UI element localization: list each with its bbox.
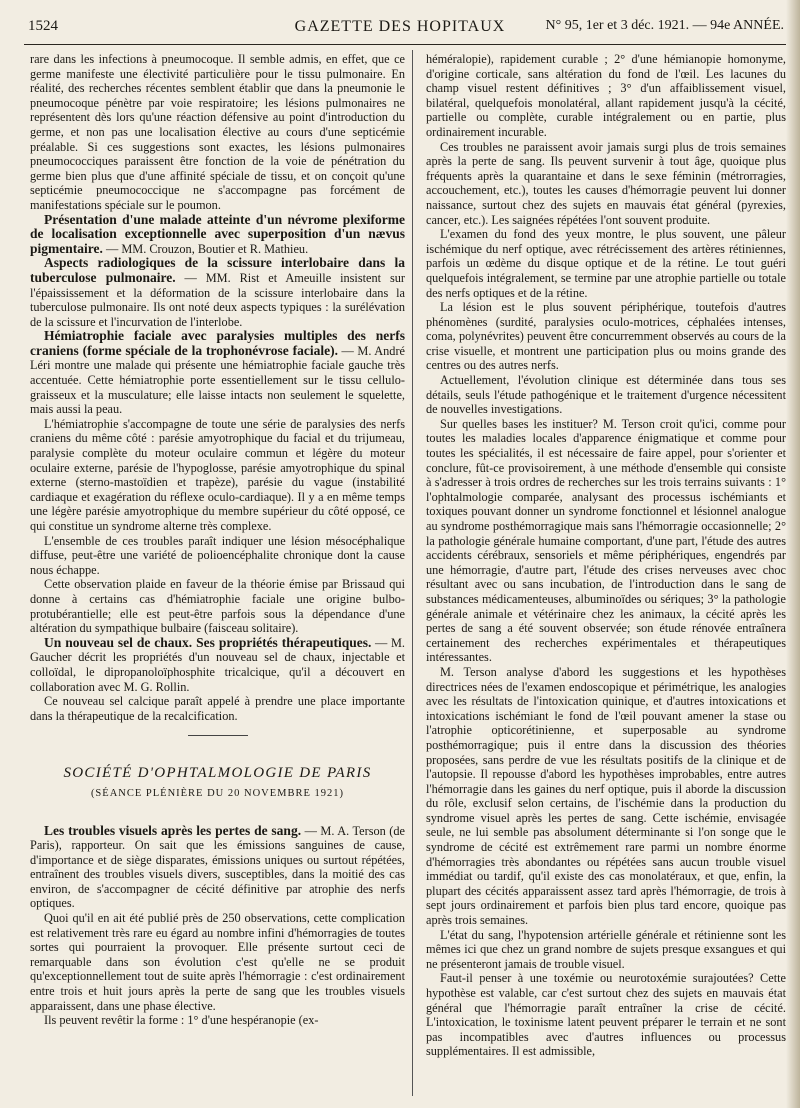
paragraph: L'état du sang, l'hypotension artérielle générale et rétinienne sont les mêmes ici que chez un grand nombre de sujets presque exsangues et qui ne présenteront jamais de trouble visuel. — [426, 927, 786, 971]
paragraph: Cette observation plaide en faveur de la théorie émise par Brissaud qui donne à certains cas d'hémiatrophie faciale une origine bulbo-protubérantielle; elle est peut-être parfois sous la dépendance d'une altération du sympathique bulbaire (faisceau solitaire). — [30, 577, 405, 636]
section-authors: — MM. Crouzon, Boutier et R. Mathieu. — [105, 241, 309, 256]
paragraph: L'hémiatrophie s'accompagne de toute une série de paralysies des nerfs craniens du même côté : parésie amyotrophique du facial et du trijumeau, paralysie complète du moteur oculaire commun et légère du moteur oculaire externe, parésie de l'hypoglosse, parésie amyotrophique du spinal externe (sterno-mastoïdien et trapèze), parésie du vague (instabilité cardiaque et exagération du réflexe oculo-cardiaque). Il y a en même temps une légère parésie amyotrophique du membre supérieur du côté opposé, ce qui constitue un syndrome alterne très complexe. — [30, 416, 405, 533]
paragraph: Sur quelles bases les instituer? M. Terson croit qu'ici, comme pour toutes les maladies locales d'apparence énigmatique et comme pour toutes les spécialités, il est nécessaire de faire appel, pour s'orienter et conclure, fût-ce provisoirement, à une méthode d'ensemble qui consiste à s'adresser à trois ordres de recherches sur les trois terrains suivants : 1° l'ophtalmologie comparée, analysant des processus ischémiants et toxiques pouvant donner un syndrome fonctionnel et lésionnel analogue au syndrome posthémorragique mais sans l'hémorragie occasionnelle; 2° la pathologie générale humaine comportant, d'une part, l'étude des autres accidents cérébraux, sensoriels et même périphériques, engendrés par une hémorragie, d'autre part, l'étude des crises nerveuses avec choc résultant avec ou sans incubation, de l'introduction dans le sang de substances médicamenteuses, albuminoïdes ou sériques; 3° la pathologie générale animale et vétérinaire chez les animaux, la cécité après les pertes de sang a été souvent observée; son étude rénovée entraînera certainement des recherches expérimentales et thérapeutiques intéressantes. — [426, 416, 786, 665]
paragraph: Ces troubles ne paraissent avoir jamais surgi plus de trois semaines après la perte de sang. Ils peuvent survenir à tout âge, quoique plus fréquents après la quarantaine et dans le sexe féminin (métrorragies, accouchement, etc.), toutes les causes d'hémorragie peuvent lui donner naissance, surtout chez des sujets en mauvais état général (pyrexies, cancer, etc.). Les saignées répétées l'ont souvent produite. — [426, 139, 786, 227]
section-title: Aspects radiologiques de la scissure interlobaire dans la tuberculose pulmonaire. — [30, 255, 405, 285]
left-column — [30, 52, 405, 1028]
section-radiology — [30, 256, 405, 329]
paragraph: Faut-il penser à une toxémie ou neurotoxémie surajoutées? Cette hypothèse est valable, car c'est surtout chez des sujets en mauvais état général que l'hémorragie paraît entraîner la crise de cécité. L'intoxication, le toxinisme latent peuvent préparer le terrain et ne sont pas incompatibles avec d'autres influences ou processus supplémentaires. Il est admissible, — [426, 971, 786, 1059]
column-divider — [412, 50, 413, 1096]
section-presentation — [30, 213, 405, 257]
paragraph: L'ensemble de ces troubles paraît indiquer une lésion mésocéphalique diffuse, peut-être une variété de polioencéphalite chronique dont la cause nous échappe. — [30, 533, 405, 577]
section-title: Un nouveau sel de chaux. Ses propriétés thérapeutiques. — [44, 634, 372, 650]
section-text: — M. André Léri montre une malade qui présente une hémiatrophie faciale gauche très accentuée. Cette hémiatrophie porte essentiellement sur le tissu cellulo-graisseux et la musculature; elle laisse intacts non seulement le squelette, mais aussi la peau. — [30, 343, 406, 417]
page-edge-shadow — [786, 0, 800, 1108]
section-title: Les troubles visuels après les pertes de sang. — [44, 822, 302, 838]
section-text: — MM. Rist et Ameuille insistent sur l'épaississement et la déformation de la scissure interlobaire dans la tuberculose pulmonaire. Ils ont noté deux aspects typiques : la surélévation de la scissure et l'incurvation de l'interlobe. — [30, 270, 405, 329]
paragraph: Quoi qu'il en ait été publié près de 250 observations, cette complication est relativement très rare eu égard au nombre infini d'hémorragies de toutes sortes qui pourraient la provoquer. Elle présente surtout ceci de remarquable dans son évolution c'est qu'elle ne se produit qu'exceptionnellement tout de suite après l'hémorragie : c'est ordinairement entre trois et huit jours après la perte de sang que les troubles visuels apparaissent, dans une phase élective. — [30, 911, 405, 1013]
issue-info: N° 95, 1er et 3 déc. 1921. — 94e ANNÉE. — [545, 18, 784, 33]
header-rule — [24, 44, 786, 45]
paragraph: Ce nouveau sel calcique paraît appelé à prendre une place importante dans la thérapeutique de la recalcification. — [30, 694, 405, 723]
page-number: 1524 — [28, 18, 58, 34]
page-header — [0, 0, 800, 46]
paragraph: héméralopie), rapidement curable ; 2° d'une hémianopie homonyme, d'origine corticale, sans altération du fond de l'œil. Les lacunes du champ visuel restent définitives ; 3° d'un affaiblissement visuel, bilatéral, quelquefois monolatéral, allant rapidement jusqu'à la cécité, partielle ou complète, curable intégralement ou en partie, plus ordinairement incurable. — [426, 52, 786, 139]
section-text: — M. A. Terson (de Paris), rapporteur. On sait que les émissions sanguines de cause, d'importance et de siège disparates, émissions uniques ou surtout répétées, entraînent des troubles visuels divers, susceptibles, dans la moitié des cas environ, de s'accompagner de cécité définitive par atrophie des nerfs optiques. — [30, 823, 405, 911]
session-subheading: (SÉANCE PLÉNIÈRE DU 20 NOVEMBRE 1921) — [90, 787, 345, 799]
journal-title: GAZETTE DES HOPITAUX — [294, 18, 506, 35]
paragraph: L'examen du fond des yeux montre, le plus souvent, une pâleur ischémique du nerf optique, avec rétrécissement des artères rétiniennes, parfois un œdème du disque optique et de la rétine. Le tout guéri quelquefois intégralement, se termine par une atrophie partielle ou totale des nerfs optiques et de la rétine. — [426, 227, 786, 300]
paragraph: M. Terson analyse d'abord les suggestions et les hypothèses directrices nées de l'examen endoscopique et périmétrique, les analogies avec les résultats de l'intoxication quinique, et d'autres intoxications et intoxications ischémiant le fond de l'œil pouvant amener la stase ou l'atrophie opticorétinienne, et superposable au syndrome posthémorragique; puis il entre dans la discussion des théories proposées, sans perdre de vue les résultats positifs de la clinique et de l'autopsie. Il repousse d'abord les hypothèses improbables, entre autres l'hémorragie dans les gaines du nerf optique, puis il aborde la discussion du rôle, exclusif selon certains, de l'ischémie dans la production du syndrome visuel après les pertes de sang. Cette ischémie, envisagée seule, ne lui semble pas absolument déterminante si l'on songe que le syndrome de cécité est extrêmement rare parmi un nombre énorme d'hémorragies très abondantes ou répétées sans aucun trouble visuel immédiat ou tardif, qu'il existe des cas monolatéraux, et que, enfin, la plupart des cécités apparaissent assez tard après l'hémorragie, de trois à sept jours ordinairement et parfois bien plus tard encore, quoique pas après trois semaines. — [426, 664, 786, 928]
paragraph: Ils peuvent revêtir la forme : 1° d'une hespéranopie (ex- — [44, 1013, 319, 1028]
section-visual-troubles — [30, 824, 405, 912]
society-heading: SOCIÉTÉ D'OPHTALMOLOGIE DE PARIS — [63, 765, 372, 782]
section-title: Hémiatrophie faciale avec paralysies multiples des nerfs craniens (forme spéciale de la trophonévrose faciale). — [30, 328, 405, 358]
section-calcium-salt — [30, 636, 405, 694]
section-text: — M. Gaucher décrit les propriétés d'un nouveau sel de chaux, injectable et colloïdal, le dipropanoloïphosphite tricalcique, qu'il a découvert en collaboration avec M. G. Rollin. — [30, 635, 405, 694]
paragraph: rare dans les infections à pneumocoque. Il semble admis, en effet, que ce germe manifeste une électivité particulière pour le tissu pulmonaire. En réalité, des recherches récentes semblent établir que dans la pneumonie le pneumocoque pénètre par voie respiratoire; les lésions pulmonaires ne représentent dès lors qu'une réaction défensive au point d'introduction du germe, et non pas une localisation élective au cours d'une septicémie préalable. Si ces suggestions sont exactes, les lésions pulmonaires pneumococciques paraissent être fonction de la voie de pénétration du germe bien plus que d'une affinité spéciale de tissu, et on conçoit qu'une septicémie pneumococcique ne s'accompagne pas forcément de manifestations spéciale sur le poumon. — [30, 52, 405, 212]
paragraph: Actuellement, l'évolution clinique est déterminée dans tous ses détails, seuls l'étude pathogénique et le traitement d'urgence nécessitent de nouvelles investigations. — [426, 373, 786, 417]
section-title: Présentation d'une malade atteinte d'un névrome plexiforme de localisation exceptionnelle avec superposition d'un nævus pigmentaire. — [30, 211, 405, 256]
section-divider — [188, 735, 248, 736]
section-hemiatrophy — [30, 329, 405, 417]
right-column — [426, 52, 786, 1059]
paragraph: La lésion est le plus souvent périphérique, toutefois d'autres phénomènes (surdité, paralysies oculo-motrices, céphalées intenses, coma, polynévrites) peuvent être concurremment observés au cours de la crise visuelle, et montrent une participation plus ou moins grande des centres ou des autres nerfs. — [426, 300, 786, 373]
